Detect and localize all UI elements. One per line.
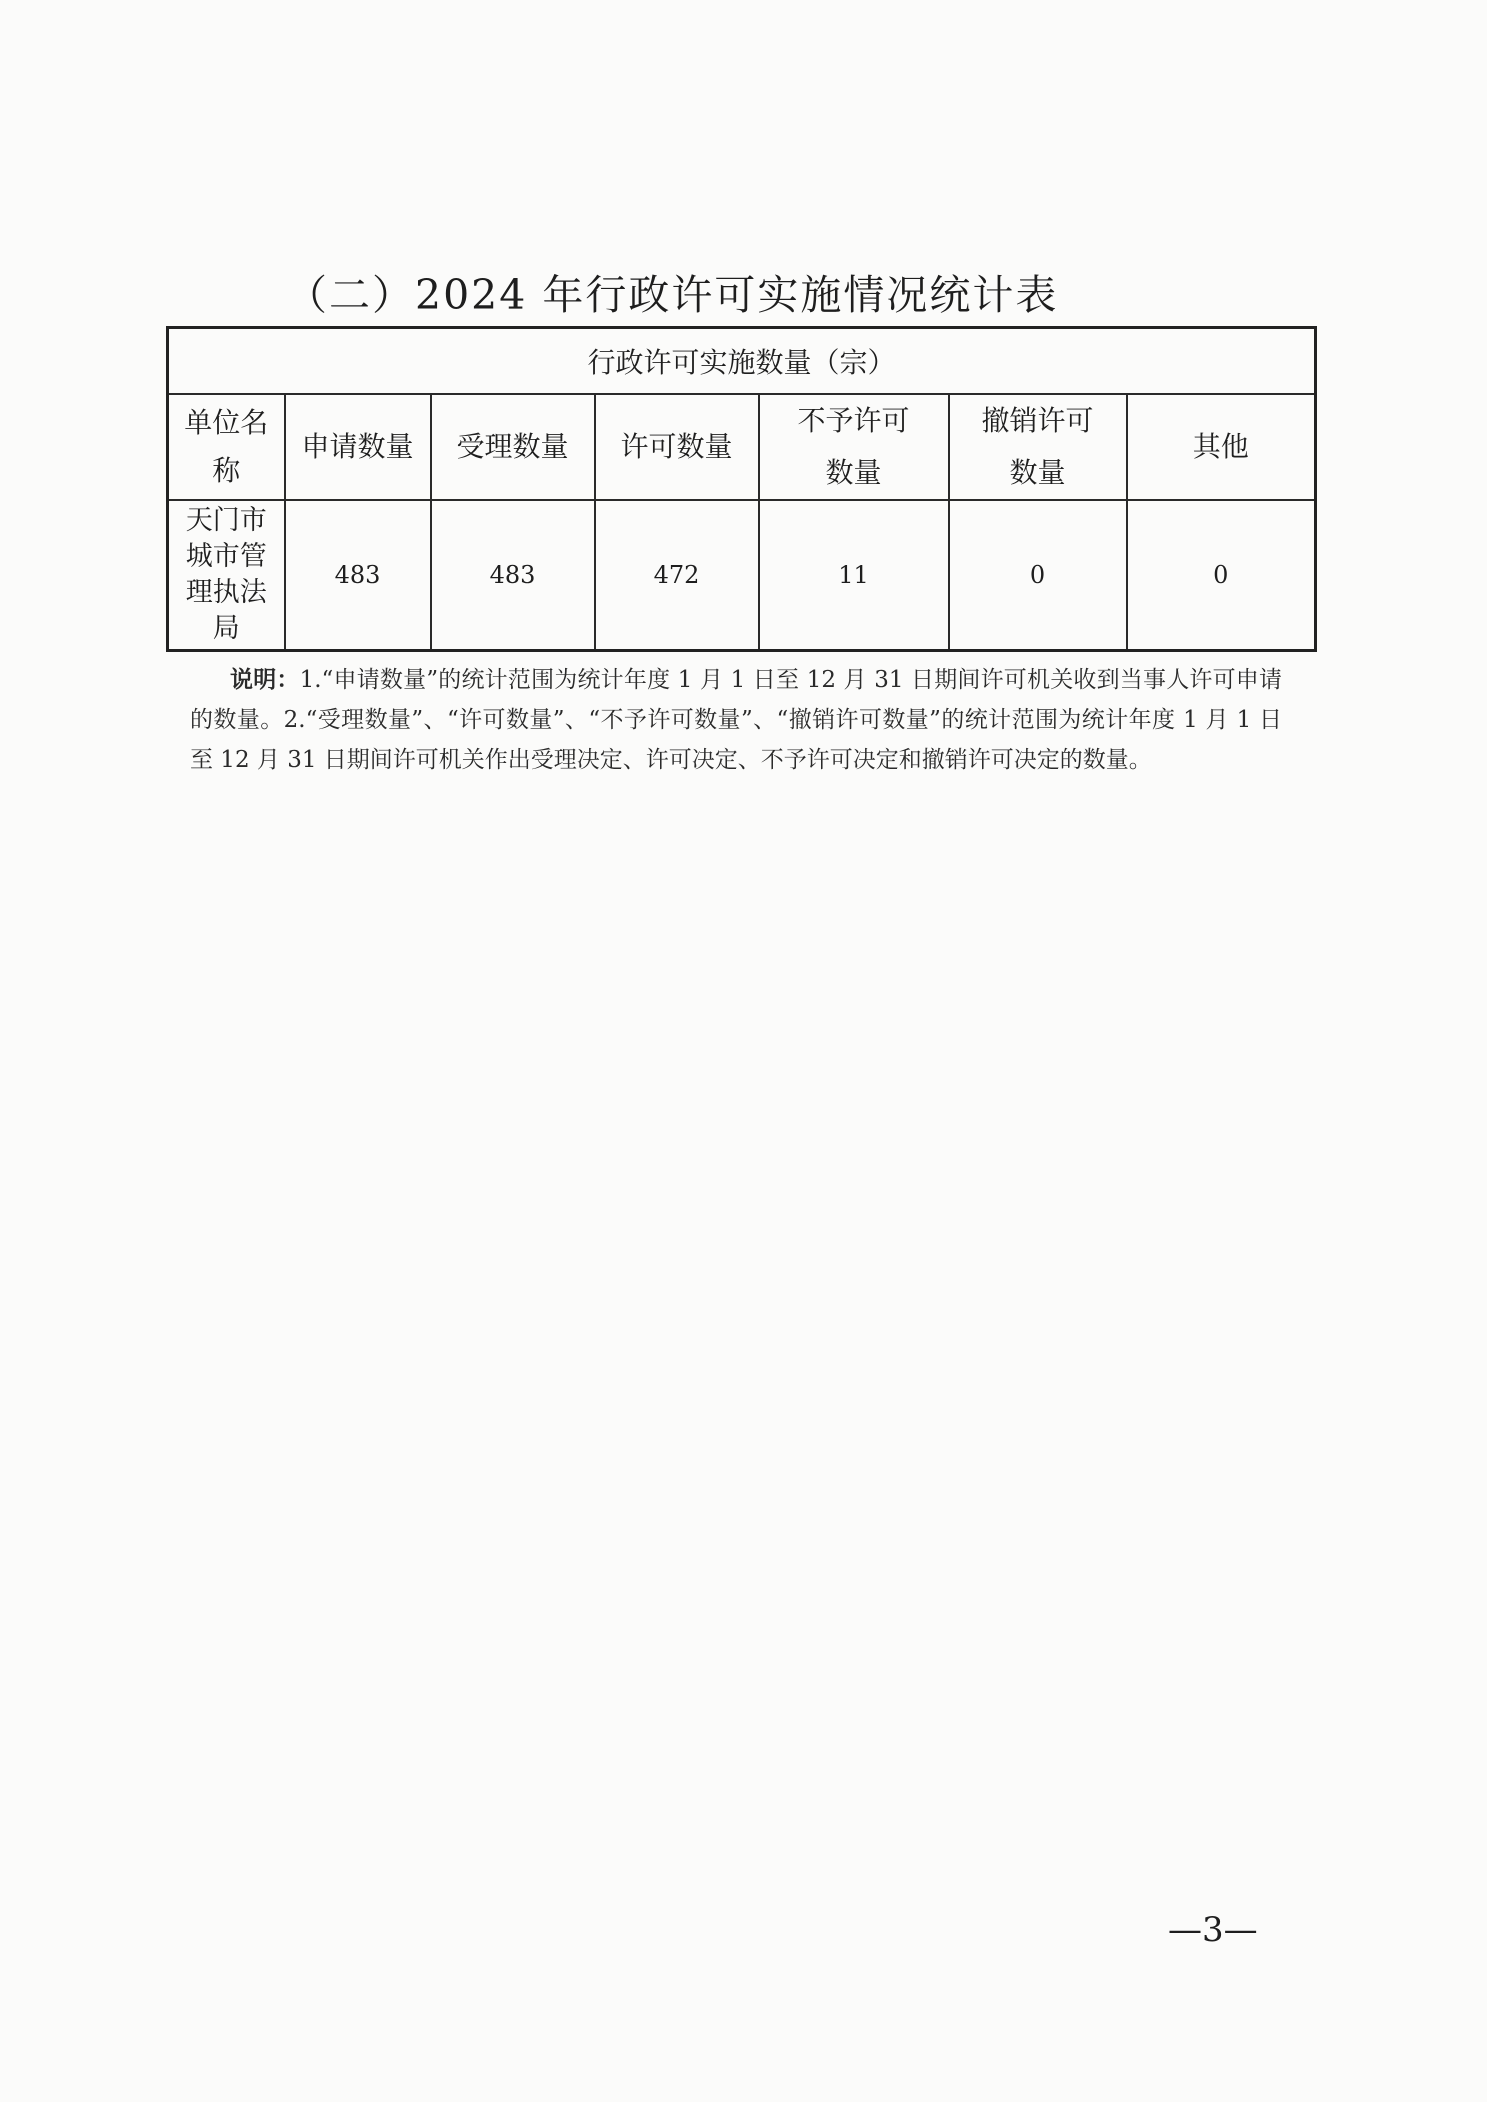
cell-permitted: 472 bbox=[595, 500, 759, 651]
header-unit-name: 单位名称 bbox=[168, 394, 285, 500]
cell-other: 0 bbox=[1127, 500, 1316, 651]
cell-not-permitted: 11 bbox=[759, 500, 949, 651]
cell-unit-name: 天门市城市管理执法局 bbox=[168, 500, 285, 651]
table-caption: 行政许可实施数量（宗） bbox=[168, 328, 1316, 395]
cell-applications: 483 bbox=[285, 500, 431, 651]
cell-revoked: 0 bbox=[949, 500, 1127, 651]
document-title: （二）2024 年行政许可实施情况统计表 bbox=[286, 271, 1059, 319]
header-applications: 申请数量 bbox=[285, 394, 431, 500]
table-row bbox=[168, 500, 1316, 651]
table-note bbox=[190, 660, 1282, 780]
table-header-row bbox=[168, 394, 1316, 500]
header-other: 其他 bbox=[1127, 394, 1316, 500]
header-accepted: 受理数量 bbox=[431, 394, 595, 500]
note-text: 1.“申请数量”的统计范围为统计年度 1 月 1 日至 12 月 31 日期间许可机关收到当事人许可申请的数量。2.“受理数量”、“许可数量”、“不予许可数量”、“撤销许可数量”的统计范围为统计年度 1 月 1 日至 12 月 31 日期间许可机关作出受理决定、许可决定、不予许可决定和撤销许可决定的数量。 bbox=[190, 667, 1283, 773]
permit-statistics-table bbox=[166, 326, 1317, 652]
header-revoked: 撤销许可数量 bbox=[949, 394, 1127, 500]
note-label: 说明： bbox=[230, 666, 300, 693]
page-number: —3— bbox=[1168, 1910, 1258, 1950]
header-permitted: 许可数量 bbox=[595, 394, 759, 500]
header-not-permitted: 不予许可数量 bbox=[759, 394, 949, 500]
cell-accepted: 483 bbox=[431, 500, 595, 651]
